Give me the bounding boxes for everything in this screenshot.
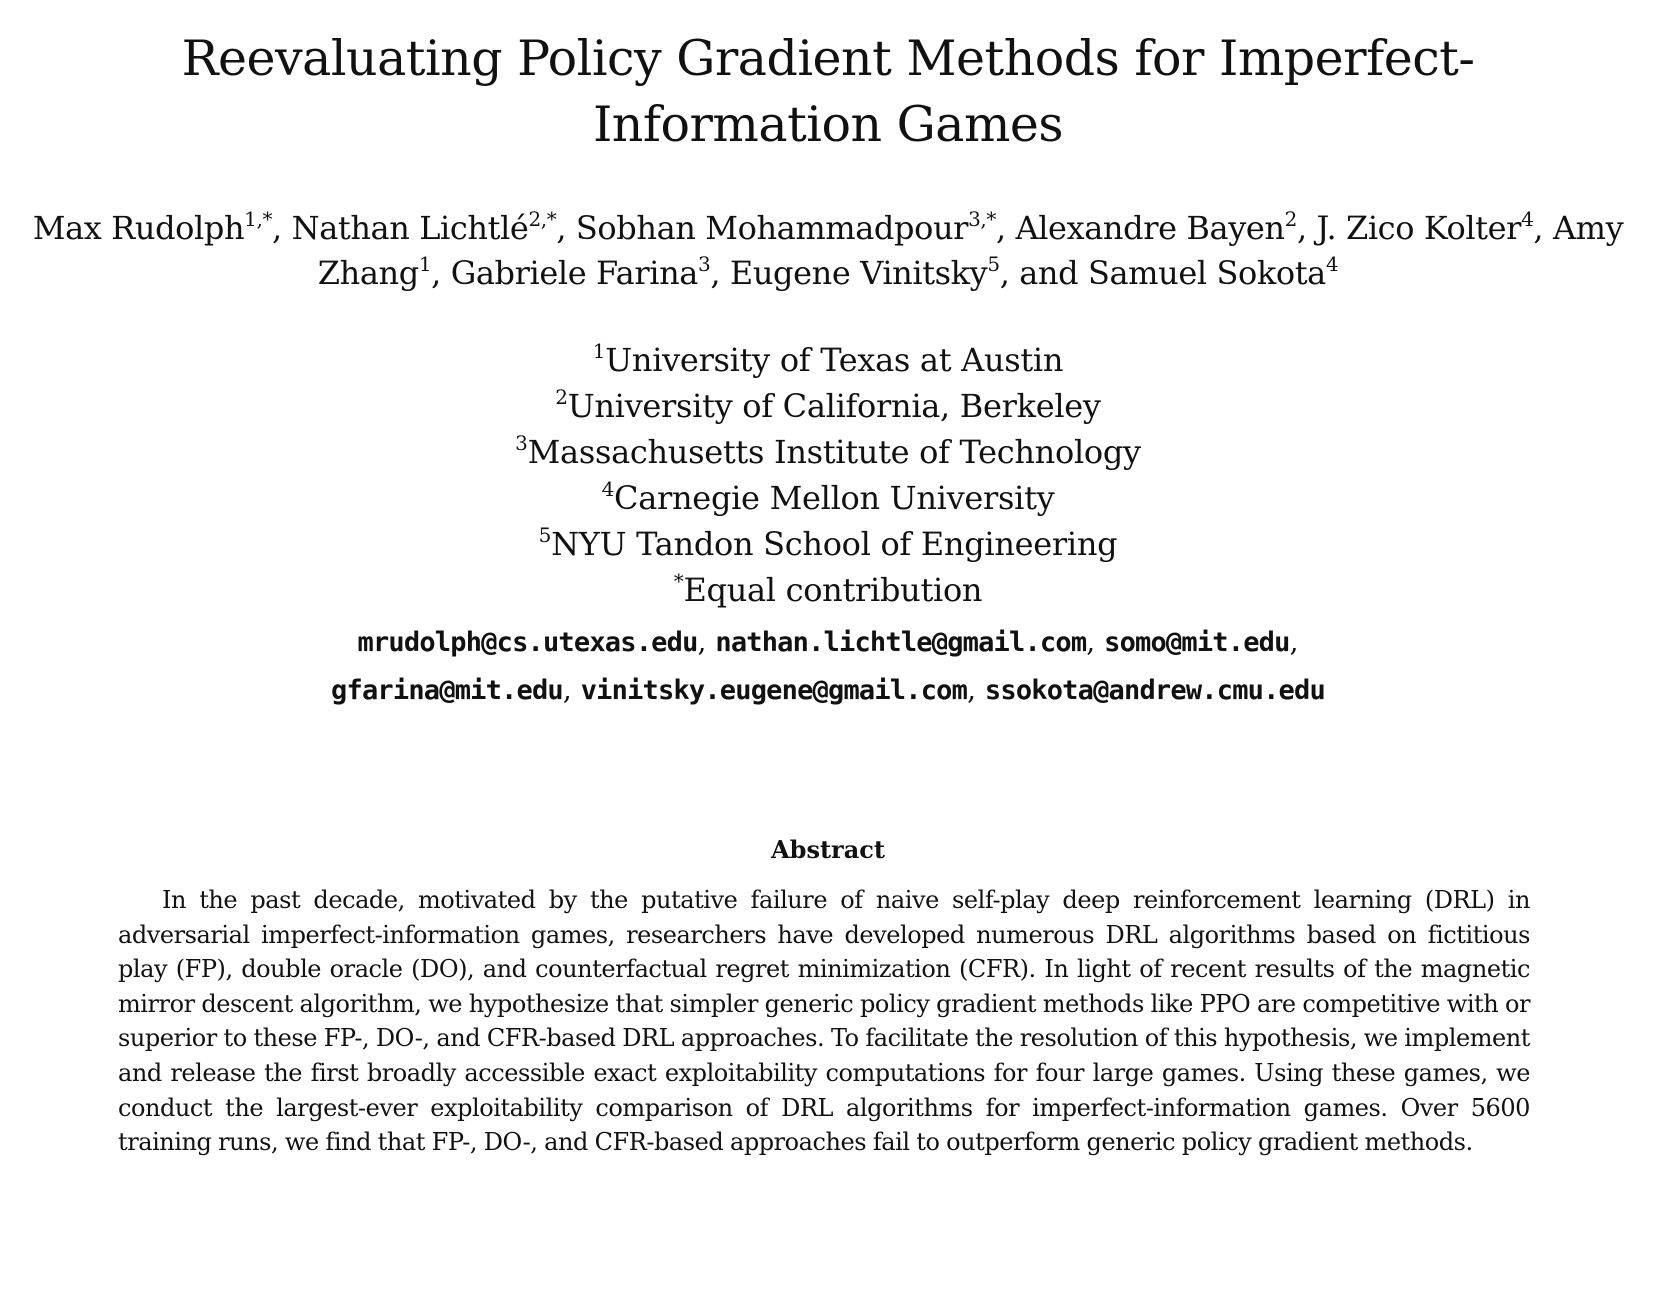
author: Max Rudolph$^{1,*}$, [32,207,292,247]
email-line: mrudolph@cs.utexas.edu, nathan.lichtle@gmail.com, somo@mit.edu, [357,625,1299,658]
author-affiliation-mark: 5 [987,252,1000,276]
affiliation-list [0,337,1656,613]
author: Samuel Sokota$^4$ [1087,252,1339,292]
email-line: gfarina@mit.edu, vinitsky.eugene@gmail.com, ssokota@andrew.cmu.edu [331,673,1325,706]
email-list [0,618,1656,714]
author-affiliation-mark: 3 [697,252,711,276]
author-affiliation-mark: 1 [418,252,432,276]
email-address[interactable]: ssokota@andrew.cmu.edu [984,675,1325,706]
affiliation: $^1$University of Texas at Austin [592,339,1064,379]
author: Eugene Vinitsky$^5$, and [729,252,1088,292]
author: Amy Zhang$^1$, [317,209,1624,292]
email-address[interactable]: somo@mit.edu [1104,627,1290,658]
author-affiliation-mark: 1,* [244,207,273,231]
author: Sobhan Mohammadpour$^{3,*}$, [575,207,1016,247]
email-address[interactable]: mrudolph@cs.utexas.edu [357,627,698,658]
abstract-heading: Abstract [771,835,885,864]
author: Alexandre Bayen$^2$, [1015,207,1317,247]
author-affiliation-mark: 4 [1521,207,1534,231]
equal-contribution-note: *Equal contribution [673,569,983,609]
author: Nathan Lichtlé$^{2,*}$, [291,207,576,247]
author-affiliation-mark: 2,* [528,207,557,231]
author: J. Zico Kolter$^4$, [1316,207,1553,247]
email-address[interactable]: nathan.lichtle@gmail.com [715,627,1087,658]
author: Gabriele Farina$^3$, [450,252,730,292]
affiliation: $^4$Carnegie Mellon University [601,477,1055,517]
author-list [30,206,1626,296]
affiliation: $^3$Massachusetts Institute of Technology [515,431,1141,471]
email-address[interactable]: gfarina@mit.edu [331,675,563,706]
abstract-text: In the past decade, motivated by the putative failure of naive self-play deep reinforcement learning (DRL) in adversarial imperfect-information games, researchers have developed numerous DRL algorithms based on fictitious play (FP), double oracle (DO), and counterfactual regret minimization (CFR). In light of recent results of the magnetic mirror descent algorithm, we hypothesize that simpler generic policy gradient methods like PPO are competitive with or superior to these FP-, DO-, and CFR-based DRL approaches. To facilitate the resolution of this hypothesis, we implement and release the first broadly accessible exact exploitability computations for four large games. Using these games, we conduct the largest-ever exploitability comparison of DRL algorithms for imperfect-information games. Over 5600 training runs, we find that FP-, DO-, and CFR-based approaches fail to outperform generic policy gradient methods. [118,886,1530,1157]
author-affiliation-mark: 3,* [968,207,996,231]
author-affiliation-mark: 4 [1325,252,1339,276]
affiliation: $^2$University of California, Berkeley [555,385,1101,425]
author-affiliation-mark: 2 [1284,207,1297,231]
paper-title: Reevaluating Policy Gradient Methods for Imperfect-Information Games [181,30,1475,153]
affiliation: $^5$NYU Tandon School of Engineering [538,523,1118,563]
email-address[interactable]: vinitsky.eugene@gmail.com [580,675,968,706]
